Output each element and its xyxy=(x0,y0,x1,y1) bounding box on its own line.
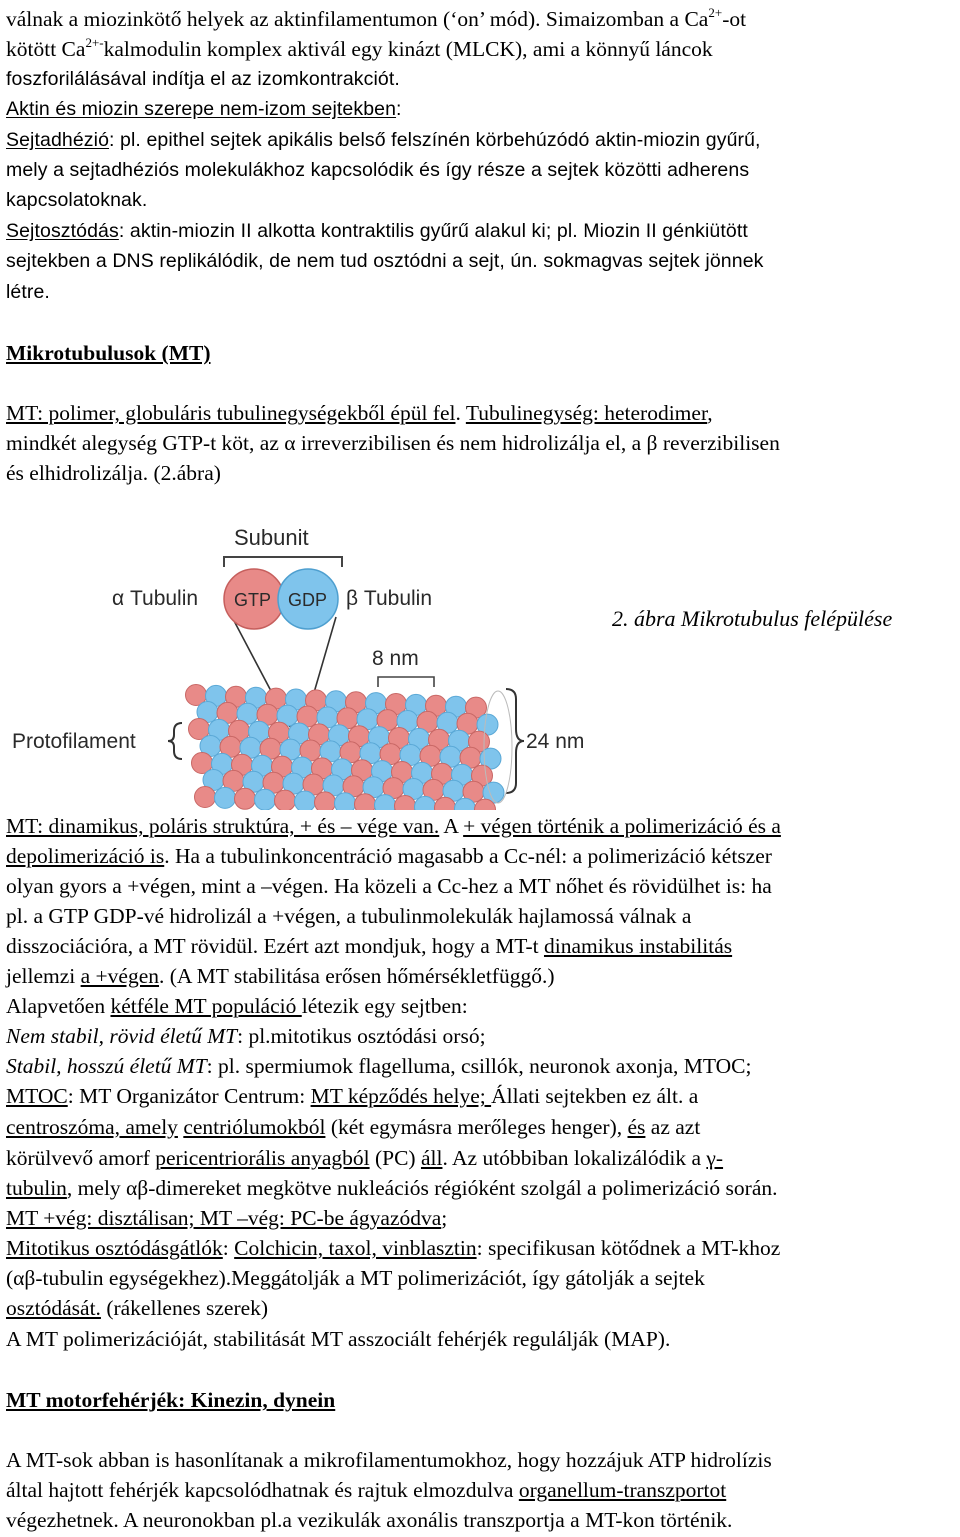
microtubule-lattice xyxy=(186,685,513,811)
text: tubulin xyxy=(6,1176,67,1200)
text: : aktin-miozin II alkotta kontraktilis gyűrű alakul ki; pl. Miozin II génkiütött xyxy=(118,220,748,242)
text: -ot xyxy=(722,7,747,31)
text: (PC) xyxy=(369,1146,421,1170)
beta-tubulin-bead xyxy=(255,789,276,810)
text: . xyxy=(455,401,466,425)
text: Nem stabil, rövid életű MT xyxy=(6,1024,238,1048)
text: Alapvetően xyxy=(6,994,111,1018)
text: olyan gyors a +végen, mint a –végen. Ha közeli a Cc-hez a MT nőhet és rövidülhet is: ha xyxy=(6,874,772,898)
text-line xyxy=(6,34,713,64)
subheading-text: Aktin és miozin szerepe nem-izom sejtekben xyxy=(6,98,397,120)
text-line xyxy=(6,64,400,94)
text: (rákellenes szerek) xyxy=(100,1296,269,1320)
text: Állati sejtekben ez ált. a xyxy=(491,1084,699,1108)
text: disszociációra, a MT rövidül. Ezért azt mondjuk, hogy a MT-t xyxy=(6,934,544,958)
text: A MT-sok abban is hasonlítanak a mikrofilamentumokhoz, hogy hozzájuk ATP hidrolízis xyxy=(6,1448,772,1472)
text-line xyxy=(6,901,691,931)
text: Mitotikus osztódásgátlók xyxy=(6,1236,223,1260)
text: centroszóma, amely xyxy=(6,1115,178,1139)
beta-tubulin-bead xyxy=(215,787,236,808)
text-line xyxy=(6,841,772,871)
subunit-bracket xyxy=(224,557,342,567)
text: : xyxy=(222,1236,235,1260)
section-heading xyxy=(6,338,211,368)
text: kapcsolatoknak. xyxy=(6,189,148,211)
text: és elhidrolizálja. (2.ábra) xyxy=(6,461,221,485)
text: : MT Organizátor Centrum: xyxy=(67,1084,311,1108)
text: MT: polimer, globuláris tubulinegységekből épül fel xyxy=(6,401,456,425)
text: + végen történik a polimerizáció és a xyxy=(463,814,781,838)
text: γ- xyxy=(706,1146,724,1170)
text: MT: dinamikus, poláris struktúra, + és – vége van. xyxy=(6,814,440,838)
alpha-tubulin-bead xyxy=(275,790,296,810)
text: pl. a GTP GDP-vé hidrolizál a +végen, a tubulinmolekulák hajlamossá válnak a xyxy=(6,904,692,928)
text: : specifikusan kötődnek a MT-khoz xyxy=(476,1236,781,1260)
text-line xyxy=(6,4,746,34)
text-line xyxy=(6,1112,700,1142)
text: mindkét alegység GTP-t köt, az α irreverzibilisen és nem hidrolizálja el, a β reverzibilisen xyxy=(6,431,780,455)
text: MTOC xyxy=(6,1084,68,1108)
text: , mely αβ-dimereket megkötve nukleációs régióként szolgál a polimerizáció során. xyxy=(66,1176,778,1200)
text-line xyxy=(6,811,781,841)
text: . Az utóbbiban lokalizálódik a xyxy=(442,1146,707,1170)
text-line xyxy=(6,155,749,185)
alpha-tubulin-bead xyxy=(355,794,376,810)
text: MT +vég: disztálisan; MT –vég: PC-be ágyazódva xyxy=(6,1206,442,1230)
text: . Ha a tubulinkoncentráció magasabb a Cc-nél: a polimerizáció kétszer xyxy=(164,844,772,868)
text: . (A MT stabilitása erősen hőmérsékletfüggő.) xyxy=(159,964,555,988)
text-line xyxy=(6,1324,670,1354)
text: Colchicin, taxol, vinblasztin xyxy=(234,1236,477,1260)
text: mely a sejtadhéziós molekulákhoz kapcsolódik és így része a sejtek közötti adherens xyxy=(6,159,750,181)
section-heading xyxy=(6,1385,335,1415)
text: a +végen xyxy=(80,964,160,988)
8nm-bracket xyxy=(378,677,434,687)
text-line xyxy=(6,458,221,488)
term: Sejtadhézió xyxy=(6,129,110,151)
text: organellum-transzportot xyxy=(518,1478,727,1502)
text-line xyxy=(6,1143,723,1173)
text-line xyxy=(6,125,761,155)
text: által hajtott fehérjék kapcsolódhatnak és rajtuk elmozdulva xyxy=(6,1478,519,1502)
text-line xyxy=(6,1021,486,1051)
text: kötött Ca xyxy=(6,37,86,61)
text-line xyxy=(6,1203,447,1233)
text: : pl.mitotikus osztódási orsó; xyxy=(237,1024,486,1048)
24nm-bracket xyxy=(506,689,524,793)
text: (két egymásra merőleges henger), xyxy=(325,1115,628,1139)
8nm-label: 8 nm xyxy=(372,647,419,670)
text: áll xyxy=(420,1146,443,1170)
protofilament-label: Protofilament xyxy=(12,730,136,753)
text-line xyxy=(6,428,780,458)
text: végezhetnek. A neuronokban pl.a vezikulák axonális transzportja a MT-kon történik. xyxy=(6,1508,733,1532)
text: jellemzi xyxy=(6,964,81,988)
text-line xyxy=(6,1263,705,1293)
text-line xyxy=(6,216,748,246)
microtubule-figure xyxy=(0,515,610,810)
text: : xyxy=(396,98,402,120)
text-line xyxy=(6,1475,726,1505)
alpha-tubulin-bead xyxy=(315,792,336,810)
text-line xyxy=(6,1293,268,1323)
text: foszforilálásával indítja el az izomkontrakciót. xyxy=(6,68,400,90)
superscript: 2+- xyxy=(85,35,104,50)
text-line xyxy=(6,1081,698,1111)
text: létre. xyxy=(6,281,50,303)
text: A MT polimerizációját, stabilitását MT asszociált fehérjék regulálják (MAP). xyxy=(6,1327,671,1351)
heading-text: MT motorfehérjék: Kinezin, dynein xyxy=(6,1388,336,1412)
beta-tubulin-label: β Tubulin xyxy=(346,587,433,610)
text-line xyxy=(6,277,50,307)
text-line xyxy=(6,931,732,961)
alpha-tubulin-bead xyxy=(195,787,216,808)
text: Tubulinegység: heterodimer xyxy=(465,401,708,425)
text-line xyxy=(6,185,147,215)
beta-tubulin-bead xyxy=(295,791,316,810)
text: körülvevő amorf xyxy=(6,1146,156,1170)
text: centriólumokból xyxy=(183,1115,326,1139)
text: létezik egy sejtben: xyxy=(301,994,468,1018)
text: sejtekben a DNS replikálódik, de nem tud osztódni a sejt, ún. sokmagvas sejtek jönnek xyxy=(6,250,764,272)
text-line xyxy=(6,1505,732,1535)
text-line xyxy=(6,991,468,1021)
text-line xyxy=(6,246,764,276)
protofilament-brace xyxy=(168,723,182,759)
subunit-label: Subunit xyxy=(234,525,309,550)
beta-tubulin-bead xyxy=(335,793,356,810)
gdp-label: GDP xyxy=(288,590,328,610)
text-line xyxy=(6,1233,780,1263)
gtp-label: GTP xyxy=(234,590,272,610)
text: az azt xyxy=(645,1115,701,1139)
text: : pl. spermiumok flagelluma, csillók, neuronok axonja, MTOC; xyxy=(206,1054,752,1078)
text-line xyxy=(6,871,772,901)
text-line xyxy=(6,1173,777,1203)
superscript: 2+ xyxy=(708,5,723,20)
section-subheading xyxy=(6,94,402,124)
text: osztódását. xyxy=(6,1296,101,1320)
alpha-tubulin-label: α Tubulin xyxy=(112,587,199,610)
heading-text: Mikrotubulusok (MT) xyxy=(6,341,211,365)
text: MT képződés helye; xyxy=(310,1084,492,1108)
text: pericentriorális anyagból xyxy=(155,1146,370,1170)
text: , xyxy=(707,401,713,425)
alpha-tubulin-bead xyxy=(235,788,256,809)
text-line xyxy=(6,1445,772,1475)
text: (αβ-tubulin egységekhez).Meggátolják a MT polimerizációt, így gátolják a sejtek xyxy=(6,1266,705,1290)
text: depolimerizáció is xyxy=(6,844,165,868)
text-line xyxy=(6,398,713,428)
text: dinamikus instabilitás xyxy=(543,934,733,958)
text: : pl. epithel sejtek apikális belső felszínén körbehúzódó aktin-miozin gyűrű, xyxy=(109,129,761,151)
text: Stabil, hosszú életű MT xyxy=(6,1054,207,1078)
figure-caption: 2. ábra Mikrotubulus felépülése xyxy=(612,606,893,631)
text: ; xyxy=(441,1206,448,1230)
text: kétféle MT populáció xyxy=(110,994,302,1018)
text: A xyxy=(439,814,464,838)
text: és xyxy=(627,1115,646,1139)
24nm-label: 24 nm xyxy=(526,730,585,753)
text: válnak a miozinkötő helyek az aktinfilamentumon (‘on’ mód). Simaizomban a Ca xyxy=(6,7,709,31)
text: kalmodulin komplex aktivál egy kinázt (MLCK), ami a könnyű láncok xyxy=(103,37,713,61)
term: Sejtosztódás xyxy=(6,220,119,242)
text-line xyxy=(6,961,555,991)
text-line xyxy=(6,1051,751,1081)
